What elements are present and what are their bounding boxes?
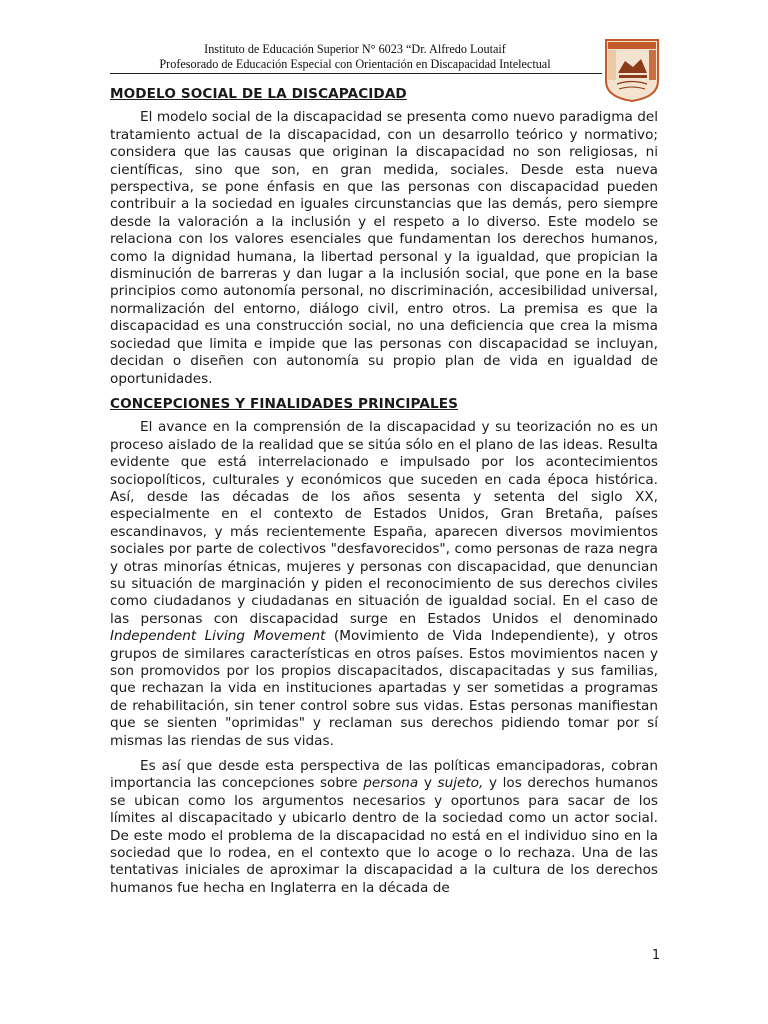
page-number: 1 <box>651 948 661 963</box>
independent-living-movement-term: Independent Living Movement <box>110 628 326 645</box>
paragraph-politicas-text-a: Es así que desde esta perspectiva de las políticas emancipadoras, cobran importancia las concepciones sobre <box>110 758 658 792</box>
paragraph-politicas-text-c: y los derechos humanos se ubican como los argumentos necesarios y oportunos para sacar de los límites al discapacitado y ubicarlo dentro de la sociedad como un actor social. De este modo el problema de la discapacidad no está en el individuo sino en la sociedad que lo rodea, en el contexto que lo acoge o lo rechaza. Una de las tentativas iniciales de aproximar la discapacidad a la cultura de los derechos humanos fue hecha en Inglaterra en la década de <box>110 775 658 896</box>
paragraph-politicas-emancipadoras <box>110 758 658 897</box>
paragraph-avance-text-b: (Movimiento de Vida Independiente), y otros grupos de similares características en otros países. Estos movimientos nacen y son promovidos por los propios discapacitados, discapacitadas y sus familias, que rechazan la vida en instituciones apartadas y ser sometidas a programas de rehabilitación, sin tener control sobre sus vidas. Estas personas manifiestan que se sienten "oprimidas" y reclaman sus derechos pidiendo tomar por sí mismas las riendas de sus vidas. <box>110 628 658 749</box>
document-body <box>110 86 658 905</box>
section-heading-concepciones: CONCEPCIONES Y FINALIDADES PRINCIPALES <box>110 395 459 412</box>
term-sujeto: sujeto, <box>437 775 484 792</box>
header-divider <box>110 73 602 74</box>
section-heading-modelo-social: MODELO SOCIAL DE LA DISCAPACIDAD <box>110 86 407 102</box>
paragraph-politicas-text-b: y <box>418 775 438 792</box>
term-persona: persona <box>363 775 419 792</box>
header-program-line: Profesorado de Educación Especial con Orientación en Discapacidad Intelectual <box>159 57 551 71</box>
paragraph-avance <box>110 419 658 750</box>
document-header <box>110 42 600 72</box>
paragraph-modelo-social: El modelo social de la discapacidad se presenta como nuevo paradigma del tratamiento actual de la discapacidad, con un desarrollo teórico y normativo; considera que las causas que originan la discapacidad no son religiosas, ni científicas, sino que son, en gran medida, sociales. Desde esta nueva perspectiva, se pone énfasis en que las personas con discapacidad pueden contribuir a la sociedad en iguales circunstancias que las demás, pero siempre desde la valoración a la inclusión y el respeto a lo diverso. Este modelo se relaciona con los valores esenciales que fundamentan los derechos humanos, como la dignidad humana, la libertad personal y la igualdad, que propician la disminución de barreras y dan lugar a la inclusión social, que pone en la base principios como autonomía personal, no discriminación, accesibilidad universal, normalización del entorno, diálogo civil, entro otros. La premisa es que la discapacidad es una construcción social, no una deficiencia que crea la misma sociedad que limita e impide que las personas con discapacidad se incluyan, decidan o diseñen con autonomía su propio plan de vida en igualdad de oportunidades. <box>110 109 658 387</box>
paragraph-avance-text-a: El avance en la comprensión de la discapacidad y su teorización no es un proceso aislado de la realidad que se sitúa sólo en el plano de las ideas. Resulta evidente que está interrelacionado e impulsado por los acontecimientos sociopolíticos, culturales y económicos que suceden en cada época histórica. Así, desde las décadas de los años sesenta y setenta del siglo XX, especialmente en el contexto de Estados Unidos, Gran Bretaña, países escandinavos, y más recientemente España, aparecen diversos movimientos sociales por parte de colectivos "desfavorecidos", como personas de raza negra y otras minorías étnicas, mujeres y personas con discapacidad, que denuncian su situación de marginación y piden el reconocimiento de sus derechos civiles como ciudadanos y ciudadanas en situación de igualdad social. En el caso de las personas con discapacidad surge en Estados Unidos el denominado <box>110 419 658 627</box>
header-institute-line: Instituto de Educación Superior N° 6023 “Dr. Alfredo Loutaif <box>204 42 506 56</box>
